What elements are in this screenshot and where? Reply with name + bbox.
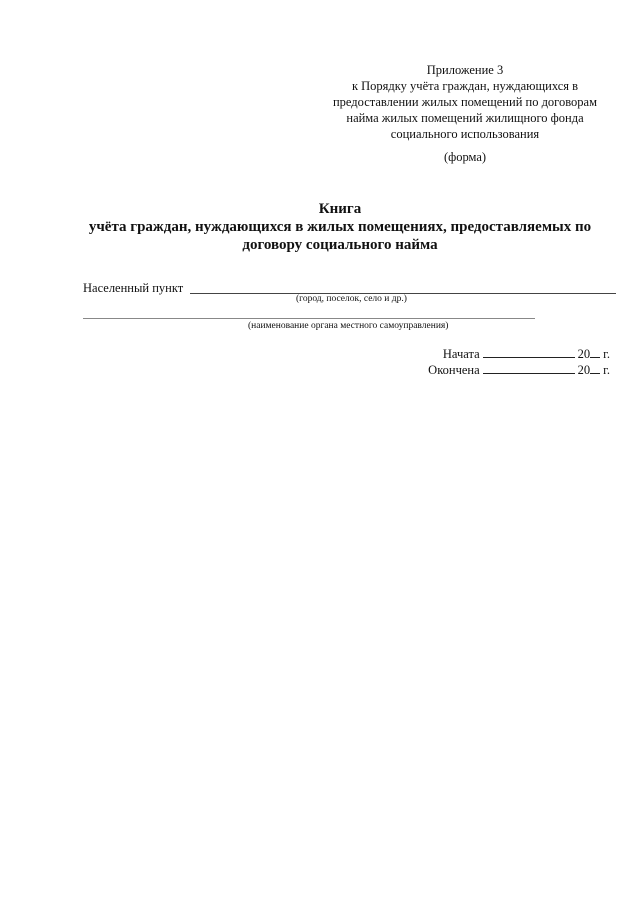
title-line-1: Книга — [318, 201, 362, 217]
start-date-row — [395, 346, 610, 362]
settlement-label: Населенный пункт — [83, 281, 184, 295]
start-year-suffix: г. — [603, 347, 610, 361]
appendix-line-1: к Порядку учёта граждан, нуждающихся в — [351, 79, 579, 93]
title-line-2: учёта граждан, нуждающихся в жилых помещениях, предоставляемых по — [88, 219, 592, 235]
start-year-prefix: 20 — [577, 347, 591, 361]
title-line-3: договору социального найма — [242, 237, 438, 253]
start-date-blank[interactable] — [483, 346, 575, 358]
start-year-blank[interactable] — [590, 346, 600, 358]
end-date-label: Окончена — [428, 363, 480, 377]
end-year-blank[interactable] — [590, 362, 600, 374]
authority-fill-line[interactable] — [83, 318, 535, 319]
appendix-line-4: социального использования — [390, 127, 540, 141]
form-label: (форма) — [443, 150, 487, 164]
appendix-line-3: найма жилых помещений жилищного фонда — [346, 111, 584, 125]
appendix-line-2: предоставлении жилых помещений по договорам — [332, 95, 598, 109]
appendix-number: Приложение 3 — [426, 63, 504, 77]
end-date-row — [395, 362, 610, 378]
start-date-label: Начата — [442, 347, 480, 361]
appendix-header — [300, 62, 630, 142]
settlement-hint: (город, поселок, село и др.) — [296, 294, 407, 304]
dates-block — [395, 346, 610, 378]
end-year-prefix: 20 — [577, 363, 591, 377]
end-year-suffix: г. — [603, 363, 610, 377]
document-title — [60, 200, 620, 254]
end-date-blank[interactable] — [483, 362, 575, 374]
authority-hint: (наименование органа местного самоуправления) — [248, 321, 449, 331]
